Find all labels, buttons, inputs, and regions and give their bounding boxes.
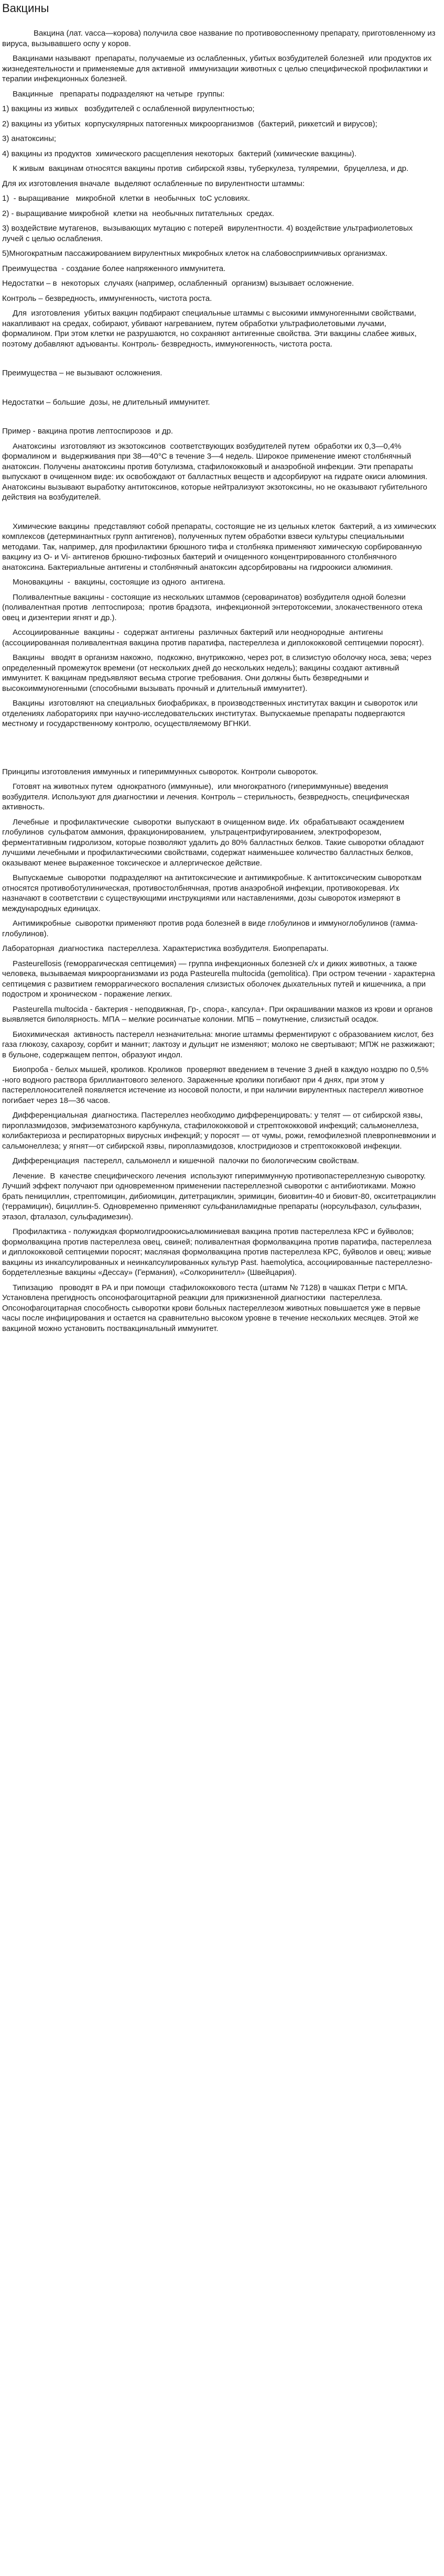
paragraph: Вакцины вводят в организм накожно, подкожно, внутрикожно, через рот, в слизистую оболочку носа, зева; через определенный промежуток времени (от нескольких дней до нескольких недель); вакцины создают активный иммунитет. К вакцинам предъявляют весьма строгие требования. Они должны быть безвредными и высокоиммуногенными (способными вызывать прочный и длительный иммунитет). (2, 653, 434, 693)
paragraph: Ассоциированные вакцины - содержат антигены различных бактерий или неоднородные антигены (ассоциированная поливалентная вакцина против паратифа, пастереллеза и диплококковой септицемии поросят). (2, 628, 424, 647)
paragraph: Преимущества – не вызывают осложнения. (2, 369, 163, 377)
paragraph: Химические вакцины представляют собой препараты, состоящие не из цельных клеток бактерий, а из химических комплексов (детерминантных групп антигенов), полученных путем обработки взвеси культуры специальными методами. Так, например, для профилактики брюшного тифа и столбняка применяют химическую сорбированную вакцину из О- и Vi- антигенов брюшно-тифозных бактерий и очищенного концентрированного столбнячного анатоксина. Бактериальные антигены и столбнячный анатоксин адсорбированы на гидроокиси алюминия. (2, 522, 439, 572)
paragraph: Принципы изготовления иммунных и гипериммунных сывороток. Контроли сывороток. (2, 767, 318, 776)
paragraph: Профилактика - полужидкая формолгидроокисьалюминиевая вакцина против пастереллеза КРС и буйволов; формолвакцина против пастереллеза овец, свиней; поливалентная формолвакцина против паратифа, пастереллеза и диплококковой септицемии поросят; масляная формолвакцина против пастереллеза КРС, буйволов и овец; живые вакцины из инкапсулированных и неинкапсулированных культур Past. haemolytica, ассоциированные пастереллезно-бордетеллезные вакцины «Дессау» (Германия), «Солкоринителл» (Швейцария). (2, 1227, 434, 1277)
paragraph: Биопроба - белых мышей, кроликов. Кроликов проверяют введением в течение 3 дней в каждую ноздрю по 0,5% -ного водного раствора бриллиантового зеленого. Зараженные кролики погибают при 4 днях, при этом у пастереллоносителей появляется истечение из носовой полости, и при наличии вирулентных пастерелл животное погибает через 18—36 часов. (2, 1065, 431, 1105)
paragraph: 2) - выращивание микробной клетки на необычных питательных средах. (2, 209, 275, 218)
paragraph: Вакцинами называют препараты, получаемые из ослабленных, убитых возбудителей болезней или продуктов их жизнедеятельности и применяемые для активной иммунизации животных с целью специфической профилактики и терапии инфекционных болезней. (2, 54, 434, 83)
paragraph: Выпускаемые сыворотки подразделяют на антитоксические и антимикробные. К антитоксическим сывороткам относятся противоботулиническая, противостолбнячная, против анаэробной инфекции, противокоревая. Их назначают в соответствии с существующими инструкциями или наставлениями, дозы сывороток измеряют в международных единицах. (2, 873, 424, 913)
paragraph: Pasteurellosis (геморрагическая септицемия) — группа инфекционных болезней с/х и диких животных, а также человека, вызываемая микроорганизмами из рода Pasteurella multocida (gemolitica). При остром течении - характерна септицемия с развитием геморрагического воспаления слизистых оболочек дыхательных путей и кишечника, а при подостром и хроническом - поражение легких. (2, 959, 437, 999)
paragraph: Анатоксины изготовляют из экзотоксинов соответствующих возбудителей путем обработки их 0,3—0,4% формалином и выдерживания при 38—40°С в течение 3—4 недель. Широкое применение имеют столбнячный анатоксин. Получены анатоксины против ботулизма, стафилококковый и анаэробной инфекции. Эти препараты выпускают в очищенном виде: их освобождают от балластных веществ и адсорбируют на гидрате окиси алюминия. Анатоксины вызывают выработку антитоксинов, которые нейтрализуют экзотоксины, но не оказывают губительного действия на возбудителей. (2, 441, 430, 502)
paragraph: Преимущества - создание более напряженного иммунитета. (2, 264, 226, 273)
paragraph: 4) вакцины из продуктов химического расщепления некоторых бактерий (химические вакцины). (2, 149, 357, 158)
paragraph: 1) - выращивание микробной клетки в необычных toC условиях. (2, 194, 250, 203)
paragraph: Вакцинные препараты подразделяют на четыре группы: (13, 89, 225, 99)
paragraph: Моновакцины - вакцины, состоящие из одного антигена. (13, 578, 225, 587)
paragraph: Вакцины изготовляют на специальных биофабриках, в производственных институтах вакцин и сывороток или отделениях лабораториях при научно-исследовательских институтах. Выпускаемые препараты подвергаются местному и государственному контролю, осуществляемому ВГНКИ. (2, 699, 420, 728)
paragraph: Поливалентные вакцины - состоящие из нескольких штаммов (сероваринатов) возбудителя одной болезни (поливалентная против лептоспироза; против брадзота, инфекционной энтеротоксемии, злокачественного отека овец и дизентерии ягнят и др.). (2, 592, 425, 622)
paragraph: Контроль – безвредность, иммунгенность, чистота роста. (2, 294, 212, 303)
paragraph: Лабораторная диагностика пастереллеза. Характеристика возбудителя. Биопрепараты. (2, 944, 329, 953)
paragraph: Биохимическая активность пастерелл незначительна: многие штаммы ферментируют с образованием кислот, без газа глюкозу, сахарозу, сорбит и маннит; лактозу и дульцит не изменяют; молоко не свертывают; МПЖ не разжижают; в бульоне, содержащем пептон, образуют индол. (2, 1030, 437, 1059)
paragraph: Типизацию проводят в РА и при помощи стафилококкового теста (штамм № 7128) в чашках Петри с МПА. Установлена прегидность опсонофагоцитарной реакции для прижизненной диагностики пастереллеза. Опсонофагоцитарная способность сыворотки крови больных пастереллезом животных повышается уже в первые часы после инфицирования и остается на сравнительно высоком уровне в течение нескольких месяцев. Этой же вакциной можно установить поствакцинальный иммунитет. (2, 1283, 423, 1333)
paragraph: Пример - вакцина против лептоспирозов и др. (2, 427, 174, 436)
paragraph: Недостатки – в некоторых случаях (например, ослабленный организм) вызывает осложнение. (2, 279, 354, 288)
paragraph: Вакцина (лат. vасса—корова) получила свое название по противовоспенному препарату, приготовленному из вируса, вызывавшего оспу у коров. (2, 29, 438, 48)
paragraph: Дифференциальная диагностика. Пастереллез необходимо дифференцировать: у телят — от сибирской язвы, пироплазмидозов, эмфизематозного карбункула, стафилококковой и стрептококковой инфекций; сальмонеллеза, колибактериоза и респираторных вирусных инфекций; у поросят — от чумы, рожи, гемофилезной плевропневмонии и сальмонеллеза; у ягнят—от сибирской язвы, пироплазмидозов, клостридиозов и стрептококковой инфекции. (2, 1111, 438, 1151)
paragraph: Pasteurella multocida - бактерия - неподвижная, Гр-, спора-, капсула+. При окрашивании мазков из крови и органов выявляется биполярность. МПА – мелкие росинчатые колонии. МПБ – помутнение, слизистый осадок. (2, 1004, 435, 1024)
paragraph: Лечение. В качестве специфического лечения используют гипериммунную противопастереллезную сыворотку. Лучший эффект получают при одновременном применении пастереллезной сыворотки с антибиотиками. Можно брать пенициллин, стрептомицин, дибиомицин, дитетрациклин, эримицин, биовитин-40 и биовит-80, окситетрациклин (террамицин), бициллин-5. Одновременно применяют сульфаниламидные препараты (норсульфазол, сульфазин, этазол, фталазол, сульфадимезин). (2, 1171, 438, 1221)
paragraph: 3) воздействие мутагенов, вызывающих мутацию с потерей вирулентности. 4) воздействие ультрафиолетовых лучей с целью ослабления. (2, 224, 417, 243)
paragraph: Для их изготовления вначале выделяют ослабленные по вирулентности штаммы: (2, 179, 305, 188)
paragraph: 2) вакцины из убитых корпускулярных патогенных микроорганизмов (бактерий, риккетсий и вирусов); (2, 119, 377, 128)
paragraph: 3) анатоксины; (2, 134, 57, 143)
paragraph: 5)Многократным пассажированием вирулентных микробных клеток на слабовосприимчивых организмах. (2, 249, 387, 258)
paragraph: Антимикробные сыворотки применяют против рода болезней в виде глобулинов и иммуноглобулинов (гамма-глобулинов). (2, 919, 418, 938)
page-title: Вакцины (2, 2, 49, 15)
paragraph: К живым вакцинам относятся вакцины против сибирской язвы, туберкулеза, туляремии, бруцеллеза, и др. (13, 164, 409, 173)
paragraph: 1) вакцины из живых возбудителей с ослабленной вирулентностью; (2, 104, 255, 113)
paragraph: Для изготовления убитых вакцин подбирают специальные штаммы с высокими иммуногенными свойствами, накапливают на средах, собирают, убивают нагреванием, путем обработки ультрафиолетовыми лучами, формалином. При этом клетки не разрушаются, но сохраняют антигенные свойства. Эти вакцины слабее живых, поэтому добавляют адъюванты. Контроль- безвредность, иммуногенность, чистота роста. (2, 309, 419, 349)
paragraph: Недостатки – большие дозы, не длительный иммунитет. (2, 397, 210, 407)
paragraph: Дифференциация пастерелл, сальмонелл и кишечной палочки по биологическим свойствам. (13, 1156, 359, 1165)
document-body (2, 28, 438, 1334)
paragraph: Лечебные и профилактические сыворотки выпускают в очищенном виде. Их обрабатывают осаждением глобулинов сульфатом аммония, фракционированием, ультрацентрифугированием, электрофорезом, ферментативным гидролизом, которые позволяют удалить до 80% балластных белков. Такие сыворотки обладают лучшими лечебными и профилактическими свойствами, содержат наименьшее количество балластных белков, оказывают менее выраженное токсическое и аллергическое действие. (2, 817, 427, 868)
paragraph: Готовят на животных путем однократного (иммунные), или многократного (гипериммунные) введения возбудителя. Используют для диагностики и лечения. Контроль – стерильность, безвредность, специфическая активность. (2, 782, 411, 811)
